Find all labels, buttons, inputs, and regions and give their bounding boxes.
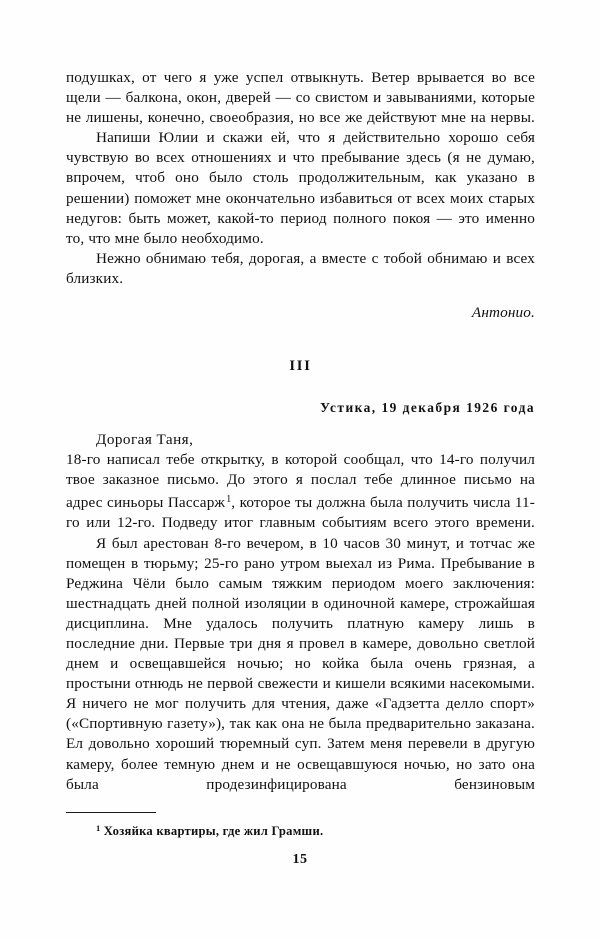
paragraph-about-julia: Напиши Юлии и скажи ей, что я действительно хорошо себя чувствую во всех отношениях и что пребывание здесь (я не думаю, впрочем, чтоб оно было столь продолжительным, как указано в решении) поможет мне окончательно избавиться от всех моих старых недугов: быть может, какой-то период полного покоя — это именно то, что мне было необходимо. bbox=[66, 129, 535, 247]
page-number: 15 bbox=[292, 852, 308, 867]
section-number-heading: III bbox=[289, 358, 312, 375]
letter-salutation: Дорогая Таня, bbox=[96, 431, 194, 449]
paragraph-embrace: Нежно обнимаю тебя, дорогая, а вместе с тобой обнимаю и всех близких. bbox=[66, 249, 535, 287]
spacer-before-dateline bbox=[66, 376, 535, 398]
paragraph-continued-from-previous-page: подушках, от чего я уже успел отвыкнуть. Ветер врывается во все щели — балкона, окон, дверей — со свистом и завываниями, которые не лишены, конечно, своеобразия, но все же действуют мне на нервы. bbox=[66, 69, 535, 127]
footnote-entry bbox=[66, 820, 535, 839]
paragraph-postcard-text-after-footnote: , которое ты должна была получить числа 11-го или 12-го. Подведу итог главным событиям всего этого времени. bbox=[66, 494, 536, 532]
page-text-column bbox=[66, 68, 535, 795]
letter-dateline: Устика, 19 декабря 1926 года bbox=[320, 400, 535, 416]
letter-signature: Антонио. bbox=[471, 304, 535, 322]
paragraph-postcard bbox=[66, 450, 535, 533]
spacer-before-salutation bbox=[66, 418, 535, 430]
footnote-separator-rule bbox=[66, 812, 156, 813]
footnote-reference-marker: 1 bbox=[226, 494, 232, 506]
footnote-text: Хозяйка квартиры, где жил Грамши. bbox=[103, 824, 324, 839]
paragraph-postcard-text-before-footnote: 18-го написал тебе открытку, в которой сообщал, что 14-го получил твое заказное письмо. До этого я послал тебе длинное письмо на адрес синьоры Пассарж bbox=[66, 451, 535, 512]
paragraph-arrest-and-prison: Я был арестован 8-го вечером, в 10 часов 30 минут, и тотчас же помещен в тюрьму; 25-го рано утром выехал из Рима. Пребывание в Реджина Чёли было самым тяжким периодом моего заключения: шестнадцать дней полной изоляции в одиночной камере, строжайшая дисциплина. Мне удалось получить платную камеру лишь в последние дни. Первые три дня я провел в камере, довольно светлой днем и освещавшейся ночью; но койка была очень грязная, а простыни отнюдь не первой свежести и кишели всякими насекомыми. Я ничего не мог получить для чтения, даже «Гадзетта делло спорт» («Спортивную газету»), так как она не была предварительно заказана. Ел довольно хороший тюремный суп. Затем меня перевели в другую камеру, более темную днем и не освещавшуюся ночью, но зато она была продезинфицирована бензиновым bbox=[66, 534, 535, 793]
footnote-number: 1 bbox=[96, 823, 101, 833]
footnote-area bbox=[66, 812, 535, 839]
spacer-before-section bbox=[66, 323, 535, 356]
